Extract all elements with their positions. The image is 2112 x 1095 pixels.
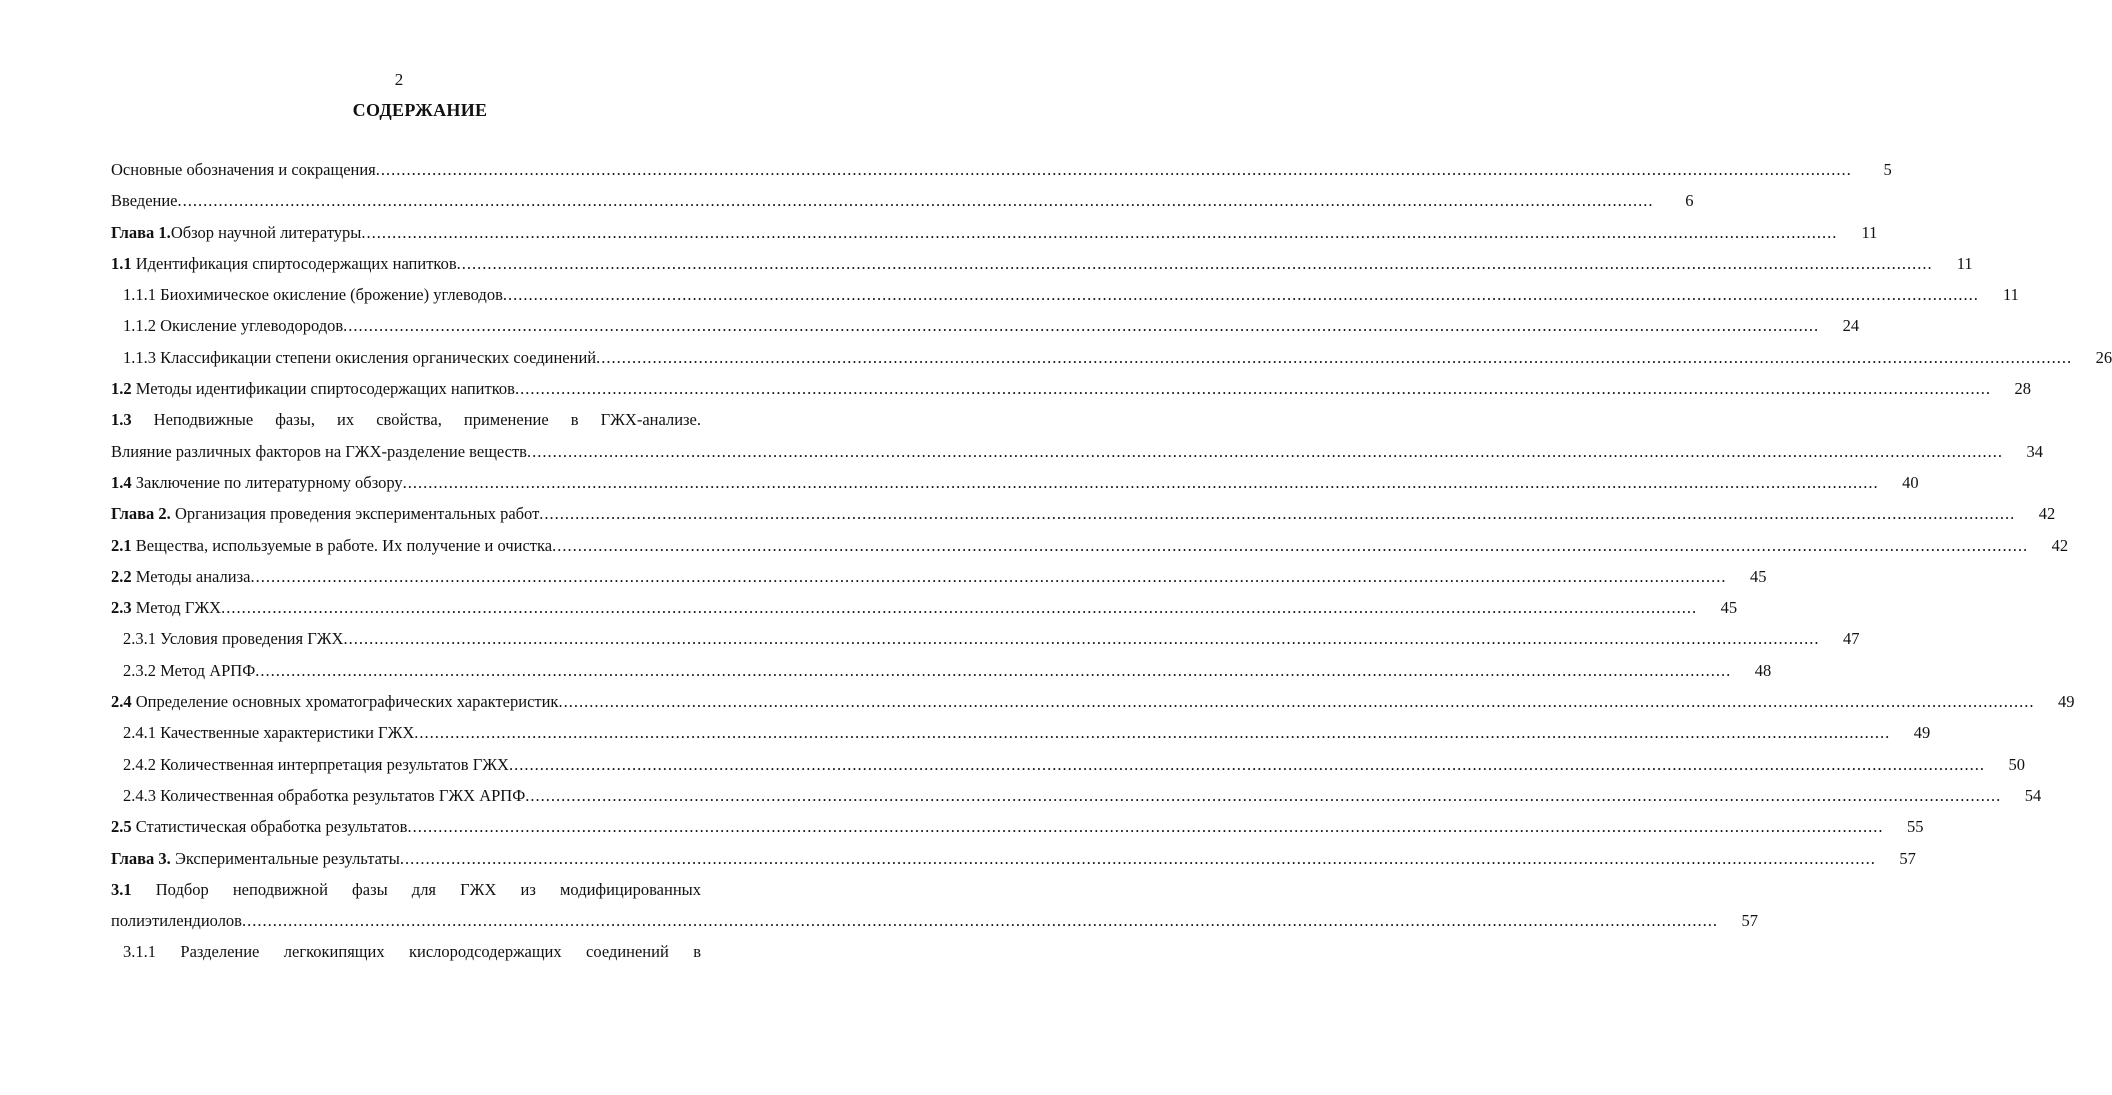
toc-entry-page: 55 — [1906, 817, 1924, 837]
toc-entry[interactable] — [111, 848, 1916, 880]
toc-entry-text: Идентификация спиртосодержащих напитков — [131, 253, 457, 273]
toc-entry[interactable] — [111, 472, 1919, 504]
toc-entry-page: 24 — [1842, 316, 1860, 336]
toc-entry-number: 2.2 — [111, 566, 132, 586]
toc-entry[interactable] — [111, 160, 1892, 191]
toc-entry[interactable] — [111, 316, 1860, 347]
toc-entry-page: 49 — [1913, 723, 1931, 743]
dot-leader — [343, 629, 1819, 649]
toc-entry[interactable] — [111, 629, 1860, 660]
dot-leader — [400, 849, 1876, 869]
toc-entry[interactable] — [111, 879, 1758, 943]
toc-entry[interactable] — [111, 660, 1772, 692]
toc-entry-text: Подбор неподвижной фазы для ГЖХ из модифицированных — [131, 879, 701, 899]
toc-entry-text: Основные обозначения и сокращения — [111, 160, 376, 179]
toc-entry-text: 2.4.2 Количественная интерпретация результатов ГЖХ — [123, 754, 509, 774]
toc-entry-page: 42 — [2051, 535, 2069, 555]
table-of-contents — [111, 160, 2112, 974]
toc-entry-text: Определение основных хроматографических характеристик — [131, 692, 559, 712]
toc-entry-page: 57 — [1741, 911, 1758, 931]
toc-entry-number: 2.3 — [111, 598, 132, 618]
toc-entry-text: 2.4.1 Качественные характеристики ГЖХ — [123, 723, 415, 743]
toc-entry-page: 45 — [1720, 598, 1738, 618]
toc-entry-page: 49 — [2057, 692, 2075, 712]
toc-entry-page: 11 — [2002, 285, 2019, 305]
toc-entry-page: 48 — [1754, 660, 1772, 680]
toc-entry-number: 2.1 — [111, 535, 132, 555]
toc-entry-page: 40 — [1902, 472, 1919, 492]
toc-entry-text: 1.1.2 Окисление углеводородов — [123, 316, 344, 336]
toc-entry-page: 34 — [2026, 441, 2043, 461]
toc-entry-number: Глава 1. — [111, 222, 171, 242]
toc-entry[interactable] — [111, 785, 2042, 817]
dot-leader — [558, 692, 2034, 712]
toc-entry-page: 54 — [2024, 785, 2042, 805]
dot-leader — [552, 536, 2028, 556]
toc-entry-text: Организация проведения экспериментальных работ — [170, 504, 540, 524]
toc-entry-text: Статистическая обработка результатов — [131, 817, 408, 837]
dot-leader — [255, 661, 1731, 681]
dot-leader — [221, 598, 1697, 618]
toc-entry-text: Обзор научной литературы — [170, 222, 362, 242]
toc-entry-number: 2.5 — [111, 817, 132, 837]
toc-entry-text-continued: Влияние различных факторов на ГЖХ-разделение веществ — [111, 441, 527, 461]
toc-entry-page: 47 — [1842, 629, 1860, 649]
toc-entry-page: 57 — [1899, 848, 1916, 868]
toc-entry[interactable] — [111, 598, 1738, 629]
dot-leader — [178, 191, 1654, 211]
toc-entry-text: Неподвижные фазы, их свойства, применение в ГЖХ-анализе. — [131, 410, 701, 430]
toc-entry-text: Заключение по литературному обзору — [131, 472, 403, 492]
toc-entry-page: 11 — [1956, 253, 1973, 273]
toc-entry-text: Методы анализа — [131, 566, 251, 586]
toc-entry-text: 2.3.2 Метод АРПФ — [123, 660, 256, 680]
toc-entry[interactable] — [111, 253, 1973, 285]
toc-entry-text: 2.4.3 Количественная обработка результатов ГЖХ АРПФ — [123, 785, 526, 805]
toc-entry-text: Вещества, используемые в работе. Их получение и очистка — [131, 535, 553, 555]
toc-entry-page: 50 — [2008, 754, 2025, 774]
toc-entry-text: 1.1.1 Биохимическое окисление (брожение) углеводов — [123, 285, 503, 305]
toc-entry-number: Глава 3. — [111, 848, 171, 868]
toc-entry[interactable] — [111, 692, 2075, 723]
toc-entry-text: 2.3.1 Условия проведения ГЖХ — [123, 629, 344, 649]
toc-entry-page: 11 — [1861, 222, 1878, 242]
toc-entry-text: 1.1.3 Классификации степени окисления органических соединений — [123, 347, 597, 367]
dot-leader — [343, 316, 1819, 336]
toc-entry[interactable] — [111, 285, 2019, 316]
toc-entry-page: 45 — [1749, 566, 1767, 586]
toc-entry[interactable] — [111, 723, 1931, 754]
dot-leader — [596, 348, 2072, 368]
toc-entry-number: 1.3 — [111, 410, 132, 430]
toc-entry[interactable] — [111, 379, 2031, 410]
toc-entry-page: 5 — [1883, 160, 1892, 179]
page-number: 2 — [394, 70, 404, 89]
toc-entry-page: 6 — [1685, 191, 1694, 211]
dot-leader — [539, 504, 2015, 524]
toc-entry-number: 1.4 — [111, 472, 132, 492]
dot-leader — [509, 755, 1985, 775]
toc-entry-text: Метод ГЖХ — [131, 598, 222, 618]
toc-entry[interactable] — [111, 566, 1767, 598]
toc-entry-number: 3.1 — [111, 879, 132, 899]
toc-entry-text-continued: полиэтилендиолов — [111, 911, 242, 931]
toc-entry[interactable] — [111, 347, 2112, 379]
toc-entry-text: 3.1.1 Разделение легкокипящих кислородсодержащих соединений в — [123, 942, 701, 962]
dot-leader — [515, 379, 1991, 399]
toc-entry[interactable] — [111, 754, 2025, 786]
toc-entry-text: Введение — [111, 191, 178, 211]
toc-title: СОДЕРЖАНИЕ — [352, 100, 488, 120]
dot-leader — [242, 911, 1718, 931]
dot-leader — [457, 254, 1933, 274]
toc-entry[interactable] — [111, 942, 731, 973]
toc-entry-page: 42 — [2038, 504, 2056, 524]
dot-leader — [403, 473, 1879, 493]
dot-leader — [361, 223, 1837, 243]
toc-entry-text: Методы идентификации спиртосодержащих напитков — [131, 379, 515, 399]
toc-entry-number: 2.4 — [111, 692, 132, 712]
toc-entry-page: 26 — [2095, 347, 2112, 367]
toc-entry-number: 1.2 — [111, 379, 132, 399]
toc-entry[interactable] — [111, 817, 1924, 848]
dot-leader — [527, 442, 2003, 462]
dot-leader — [407, 817, 1883, 837]
toc-entry[interactable] — [111, 504, 2056, 535]
toc-entry[interactable] — [111, 222, 1878, 254]
dot-leader — [376, 160, 1852, 180]
toc-entry[interactable] — [111, 410, 2043, 473]
dot-leader — [414, 723, 1890, 743]
toc-entry-number: 1.1 — [111, 253, 132, 273]
toc-entry[interactable] — [111, 191, 1694, 222]
toc-entry[interactable] — [111, 535, 2069, 567]
toc-entry-page: 28 — [2014, 379, 2031, 399]
dot-leader — [503, 285, 1979, 305]
dot-leader — [250, 567, 1726, 587]
dot-leader — [525, 786, 2001, 806]
toc-entry-number: Глава 2. — [111, 504, 171, 524]
toc-entry-text: Экспериментальные результаты — [170, 848, 400, 868]
